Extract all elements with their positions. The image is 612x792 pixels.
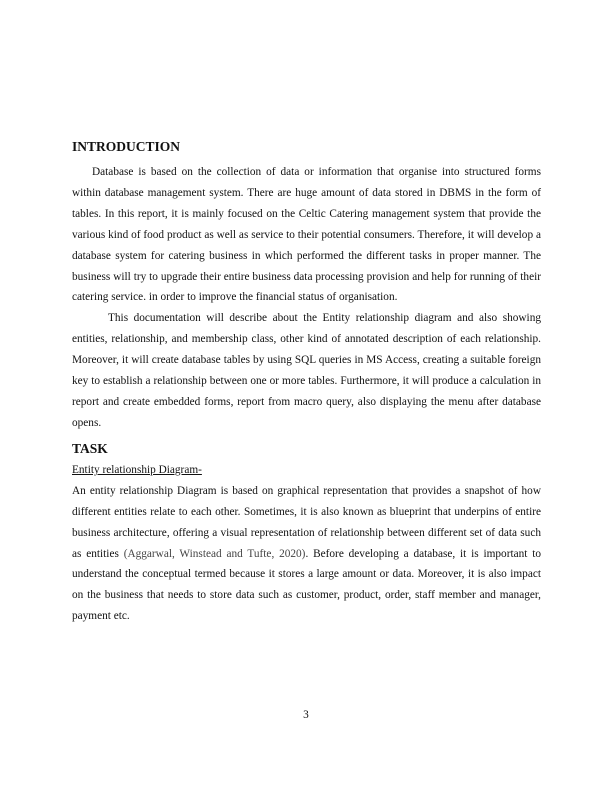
introduction-paragraph-2: This documentation will describe about the Entity relationship diagram and also showing entities, relationship, and membership class, other kind of annotated description of each relationship. Moreover, it will create database tables by using SQL queries in MS Access, creating a suitable foreign key to establish a relationship between one or more tables. Furthermore, it will produce a calculation in report and create embedded forms, report from macro query, also displaying the menu after database opens. [72,312,541,429]
erd-subheading: Entity relationship Diagram- [72,463,202,476]
page-body [72,138,541,627]
introduction-paragraph-1: Database is based on the collection of data or information that organise into structured forms within database management system. There are huge amount of data stored in DBMS in the form of tables. In this report, it is mainly focused on the Celtic Catering management system that provide the various kind of food product as well as service to their potential consumers. Therefore, it will develop a database system for catering business in which performed the different tasks in proper manner. The business will try to upgrade their entire business data processing provision and help for running of their catering service. in order to improve the financial status of organisation. [72,166,541,304]
introduction-heading: INTRODUCTION [72,139,181,154]
task-heading: TASK [72,440,108,456]
erd-paragraph-text-start: An entity relationship Diagram is based on graphical representation that provides a snapshot of how different entities relate to each other. Sometimes, it is also known as blueprint that underpins of entire business architecture, offering a visual representation of relationship between different set of data such as entities [72,484,541,560]
erd-paragraph [72,481,541,627]
citation: (Aggarwal, Winstead and Tufte, 2020) [123,547,306,560]
erd-paragraph-text-end: . Before developing a database, it is important to understand the conceptual termed because it stores a large amount or data. Moreover, it is also impact on the business that needs to store data such as customer, product, order, staff member and manager, payment etc. [72,547,541,623]
page-number: 3 [303,709,309,721]
